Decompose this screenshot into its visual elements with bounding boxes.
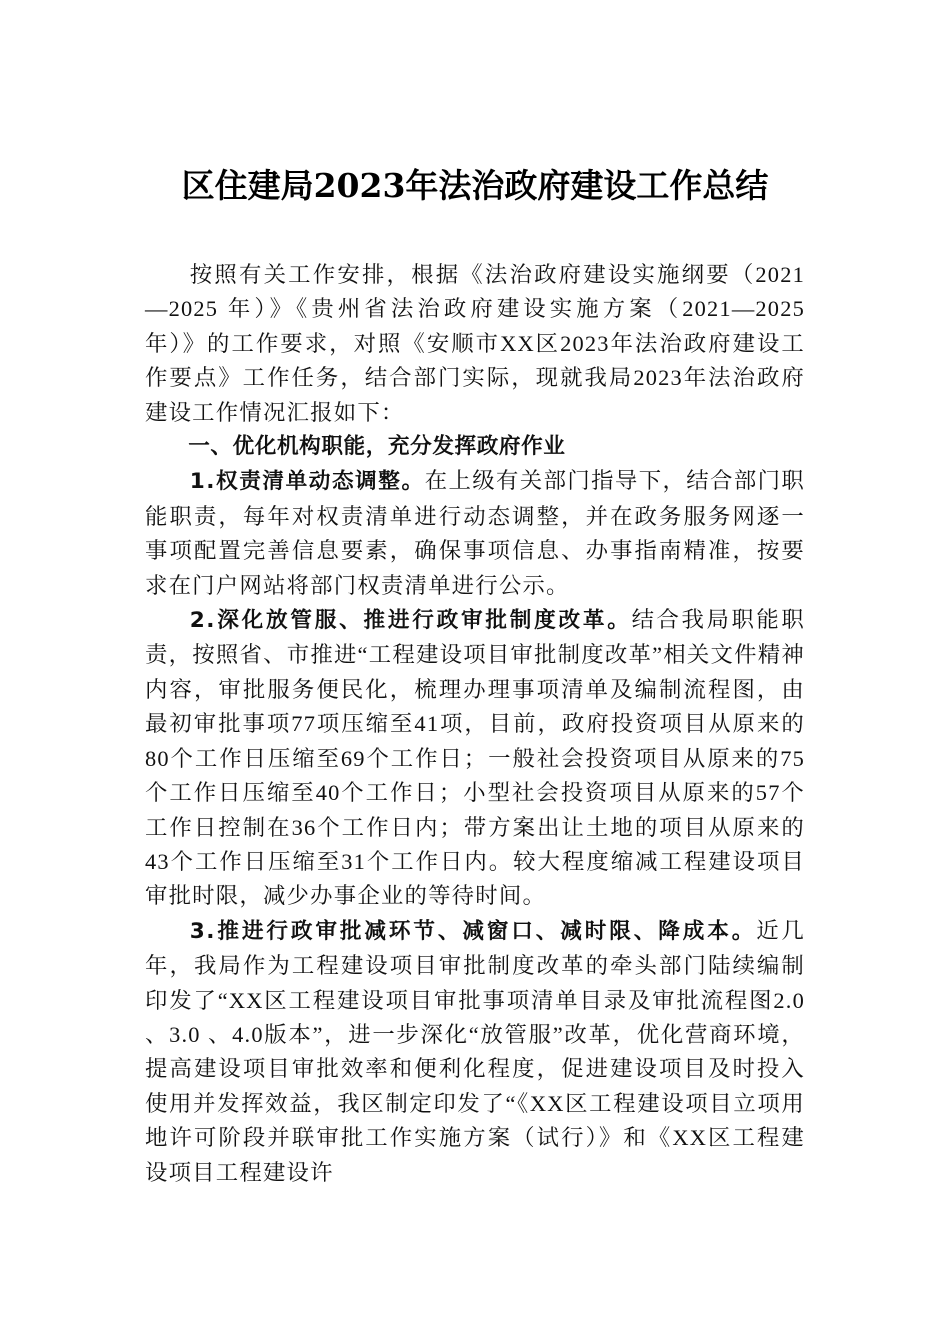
item-text: 近几年，我局作为工程建设项目审批制度改革的牵头部门陆续编制印发了“XX区工程建设项目审批事项清单目录及审批流程图2.0 、3.0 、4.0版本”，进一步深化“放管服”改革，优化营商环境，提高建设项目审批效率和便利化程度，促进建设项目及时投入使用并发挥效益，我区制定印发了“《XX区工程建设项目立项用地许可阶段并联审批工作实施方案（试行）》和《XX区工程建设项目工程建设许	[145, 917, 805, 1185]
item-lead: 3.推进行政审批减环节、减窗口、减时限、降成本。	[189, 918, 757, 944]
item-lead: 2.深化放管服、推进行政审批制度改革。	[189, 608, 632, 634]
list-item	[145, 914, 805, 1190]
section-heading: 一、优化机构职能，充分发挥政府作业	[188, 434, 566, 460]
intro-paragraph: 按照有关工作安排，根据《法治政府建设实施纲要（2021—2025 年）》《贵州省法治政府建设实施方案（2021—2025 年）》的工作要求，对照《安顺市XX区2023年法治政府建设工作要点》工作任务，结合部门实际，现就我局2023年法治政府建设工作情况汇报如下：	[145, 262, 805, 425]
item-lead: 1.权责清单动态调整。	[189, 469, 425, 495]
item-text: 在上级有关部门指导下，结合部门职能职责，每年对权责清单进行动态调整，并在政务服务网逐一事项配置完善信息要素，确保事项信息、办事指南精准，按要求在门户网站将部门权责清单进行公示。	[145, 468, 805, 598]
list-item	[145, 603, 805, 914]
item-text: 结合我局职能职责，按照省、市推进“工程建设项目审批制度改革”相关文件精神内容，审批服务便民化，梳理办理事项清单及编制流程图，由最初审批事项77项压缩至41项，目前，政府投资项目从原来的80个工作日压缩至69个工作日；一般社会投资项目从原来的75个工作日压缩至40个工作日；小型社会投资项目从原来的57个工作日控制在36个工作日内；带方案出让土地的项目从原来的43个工作日压缩至31个工作日内。较大程度缩减工程建设项目审批时限，减少办事企业的等待时间。	[145, 607, 805, 909]
document-title: 区住建局2023年法治政府建设工作总结	[181, 166, 769, 205]
document-body	[145, 258, 805, 1190]
list-item	[145, 464, 805, 603]
